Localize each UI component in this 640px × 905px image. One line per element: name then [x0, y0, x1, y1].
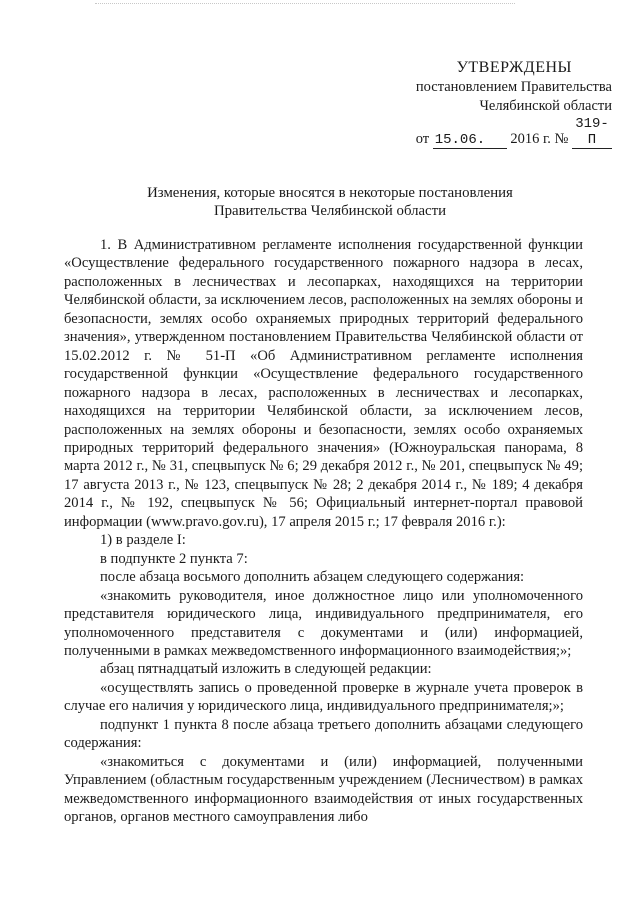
scan-artifact-line [95, 3, 515, 5]
from-label: от [415, 131, 430, 147]
paragraph-main: 1. В Административном регламенте исполнения государственной функции «Осуществление федерального государственного пожарного надзора в лесах, расположенных в лесничествах и лесопарках, находящихся на территории Челябинской области, за исключением лесов, расположенных на землях обороны и безопасности, землях особо охраняемых природных территорий федерального значения», утвержденном постановлением Правительства Челябинской области от 15.02.2012 г. № 51-П «Об Административном регламенте исполнения государственной функции «Осуществление федерального государственного пожарного надзора в лесах, расположенных в лесничествах и лесопарках, находящихся на территории Челябинской области, за исключением лесов, расположенных на землях обороны и безопасности, землях особо охраняемых природных территорий федерального значения» (Южноуральская панорама, 8 марта 2012 г., № 31, спецвыпуск № 6; 29 декабря 2012 г., № 201, спецвыпуск № 49; 17 августа 2013 г., № 123, спецвыпуск № 28; 2 декабря 2014 г., № 189; 4 декабря 2014 г., № 192, спецвыпуск № 56; Официальный интернет-портал правовой информации (www.pravo.gov.ru), 17 апреля 2015 г.; 17 февраля 2016 г.): [64, 237, 583, 530]
paragraph-15-edit: абзац пятнадцатый изложить в следующей редакции: [100, 661, 432, 678]
title-line-1: Изменения, которые вносятся в некоторые постановления [147, 185, 513, 201]
paragraph-subitem-2-7: в подпункте 2 пункта 7: [100, 550, 248, 567]
approval-stamp [372, 58, 612, 149]
paragraph-section-1: 1) в разделе I: [100, 532, 186, 549]
approval-date-line [372, 116, 612, 149]
paragraph-quote-documents: «знакомиться с документами и (или) информацией, полученными Управлением (областным государственным учреждением (Лесничеством) в рамках межведомственного информационного взаимодействия от иных государственных органов, органов местного самоуправления либо [64, 753, 583, 826]
decree-number: 319-П [572, 116, 612, 149]
year-label: 2016 г. № [510, 131, 569, 147]
paragraph-quote-record: «осуществлять запись о проведенной проверке в журнале учета проверок в случае его наличия у юридического лица, индивидуального предпринимателя;»; [64, 679, 583, 715]
approval-line-decree: постановлением Правительства [415, 79, 612, 95]
title-line-2: Правительства Челябинской области [213, 203, 447, 219]
document-title [120, 184, 540, 220]
approval-line-region: Челябинской области [479, 98, 612, 114]
paragraph-add-after-8: после абзаца восьмого дополнить абзацем следующего содержания: [100, 569, 525, 586]
document-body [64, 236, 583, 827]
approval-heading: УТВЕРЖДЕНЫ [456, 59, 572, 76]
paragraph-subitem-1-8: подпункт 1 пункта 8 после абзаца третьего дополнить абзацами следующего содержания: [64, 716, 583, 752]
paragraph-quote-familiarize: «знакомить руководителя, иное должностное лицо или уполномоченного представителя юридического лица, индивидуального предпринимателя, его уполномоченного представителя с документами и (или) информацией, полученными в рамках межведомственного информационного взаимодействия;»; [64, 587, 583, 659]
decree-date: 15.06. [433, 132, 507, 149]
